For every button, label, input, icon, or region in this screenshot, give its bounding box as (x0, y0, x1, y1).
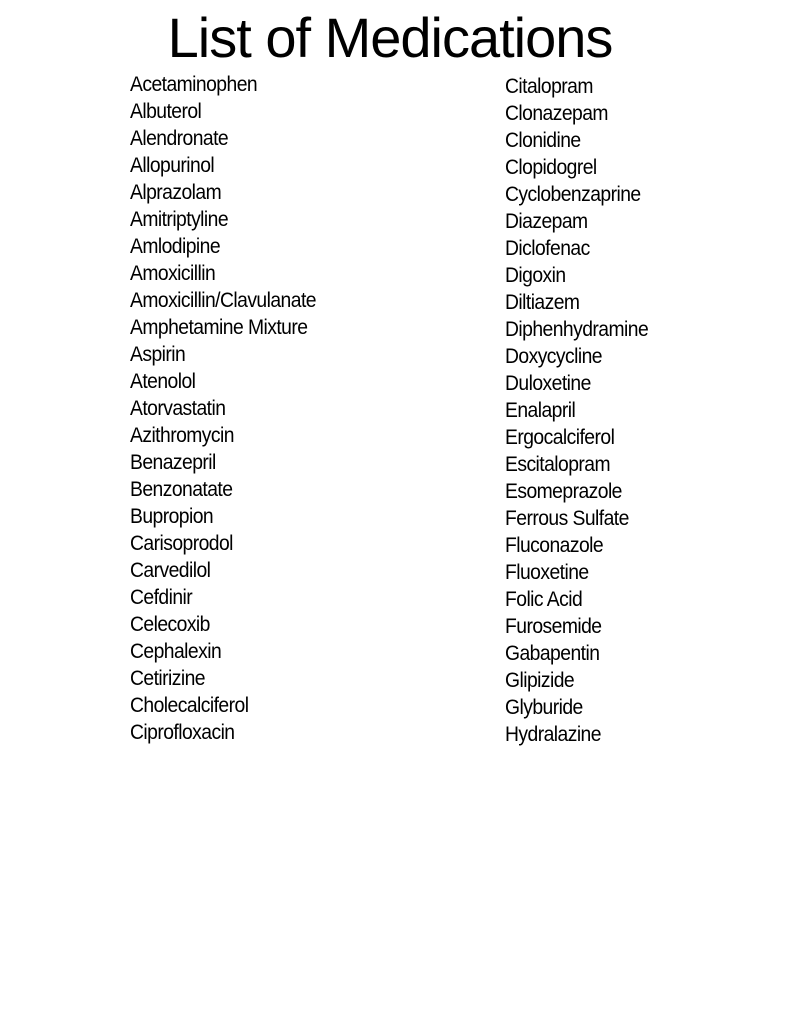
medication-item: Furosemide (505, 615, 602, 638)
medication-item: Amlodipine (130, 235, 221, 258)
medication-item: Amoxicillin/Clavulanate (130, 289, 316, 312)
medication-item: Escitalopram (505, 453, 611, 476)
medication-item: Ciprofloxacin (130, 721, 235, 744)
medication-item: Atorvastatin (130, 397, 226, 420)
medication-list-left (130, 71, 332, 746)
medication-item: Enalapril (505, 399, 576, 422)
medication-item: Allopurinol (130, 154, 215, 177)
medication-item: Benzonatate (130, 478, 233, 501)
medication-item: Carvedilol (130, 559, 211, 582)
medication-item: Clonazepam (505, 102, 608, 125)
medication-item: Fluconazole (505, 534, 604, 557)
medication-item: Amphetamine Mixture (130, 316, 308, 339)
medication-item: Digoxin (505, 264, 566, 287)
medication-item: Gabapentin (505, 642, 600, 665)
medication-list-right (505, 73, 661, 748)
medication-item: Citalopram (505, 75, 593, 98)
medication-item: Glipizide (505, 669, 575, 692)
medication-item: Esomeprazole (505, 480, 622, 503)
medication-item: Cephalexin (130, 640, 222, 663)
medication-item: Ergocalciferol (505, 426, 615, 449)
medication-item: Alprazolam (130, 181, 222, 204)
medication-item: Doxycycline (505, 345, 603, 368)
medication-item: Diphenhydramine (505, 318, 649, 341)
medication-item: Benazepril (130, 451, 216, 474)
medication-item: Carisoprodol (130, 532, 233, 555)
medication-item: Duloxetine (505, 372, 591, 395)
medication-item: Folic Acid (505, 588, 583, 611)
medication-item: Hydralazine (505, 723, 601, 746)
medication-item: Azithromycin (130, 424, 234, 447)
medication-item: Amoxicillin (130, 262, 216, 285)
medication-item: Cyclobenzaprine (505, 183, 641, 206)
page-title: List of Medications (167, 6, 613, 69)
medication-item: Albuterol (130, 100, 202, 123)
medication-item: Diltiazem (505, 291, 580, 314)
medication-item: Glyburide (505, 696, 583, 719)
medication-item: Acetaminophen (130, 73, 258, 96)
medication-item: Bupropion (130, 505, 214, 528)
medication-item: Cholecalciferol (130, 694, 249, 717)
medication-item: Clonidine (505, 129, 581, 152)
medication-item: Cefdinir (130, 586, 193, 609)
medication-item: Diclofenac (505, 237, 590, 260)
medication-item: Clopidogrel (505, 156, 597, 179)
medication-item: Cetirizine (130, 667, 206, 690)
medication-item: Alendronate (130, 127, 229, 150)
medication-item: Fluoxetine (505, 561, 589, 584)
medication-item: Celecoxib (130, 613, 210, 636)
medication-item: Atenolol (130, 370, 196, 393)
medication-item: Ferrous Sulfate (505, 507, 629, 530)
medication-item: Aspirin (130, 343, 186, 366)
medication-item: Diazepam (505, 210, 588, 233)
medication-item: Amitriptyline (130, 208, 229, 231)
